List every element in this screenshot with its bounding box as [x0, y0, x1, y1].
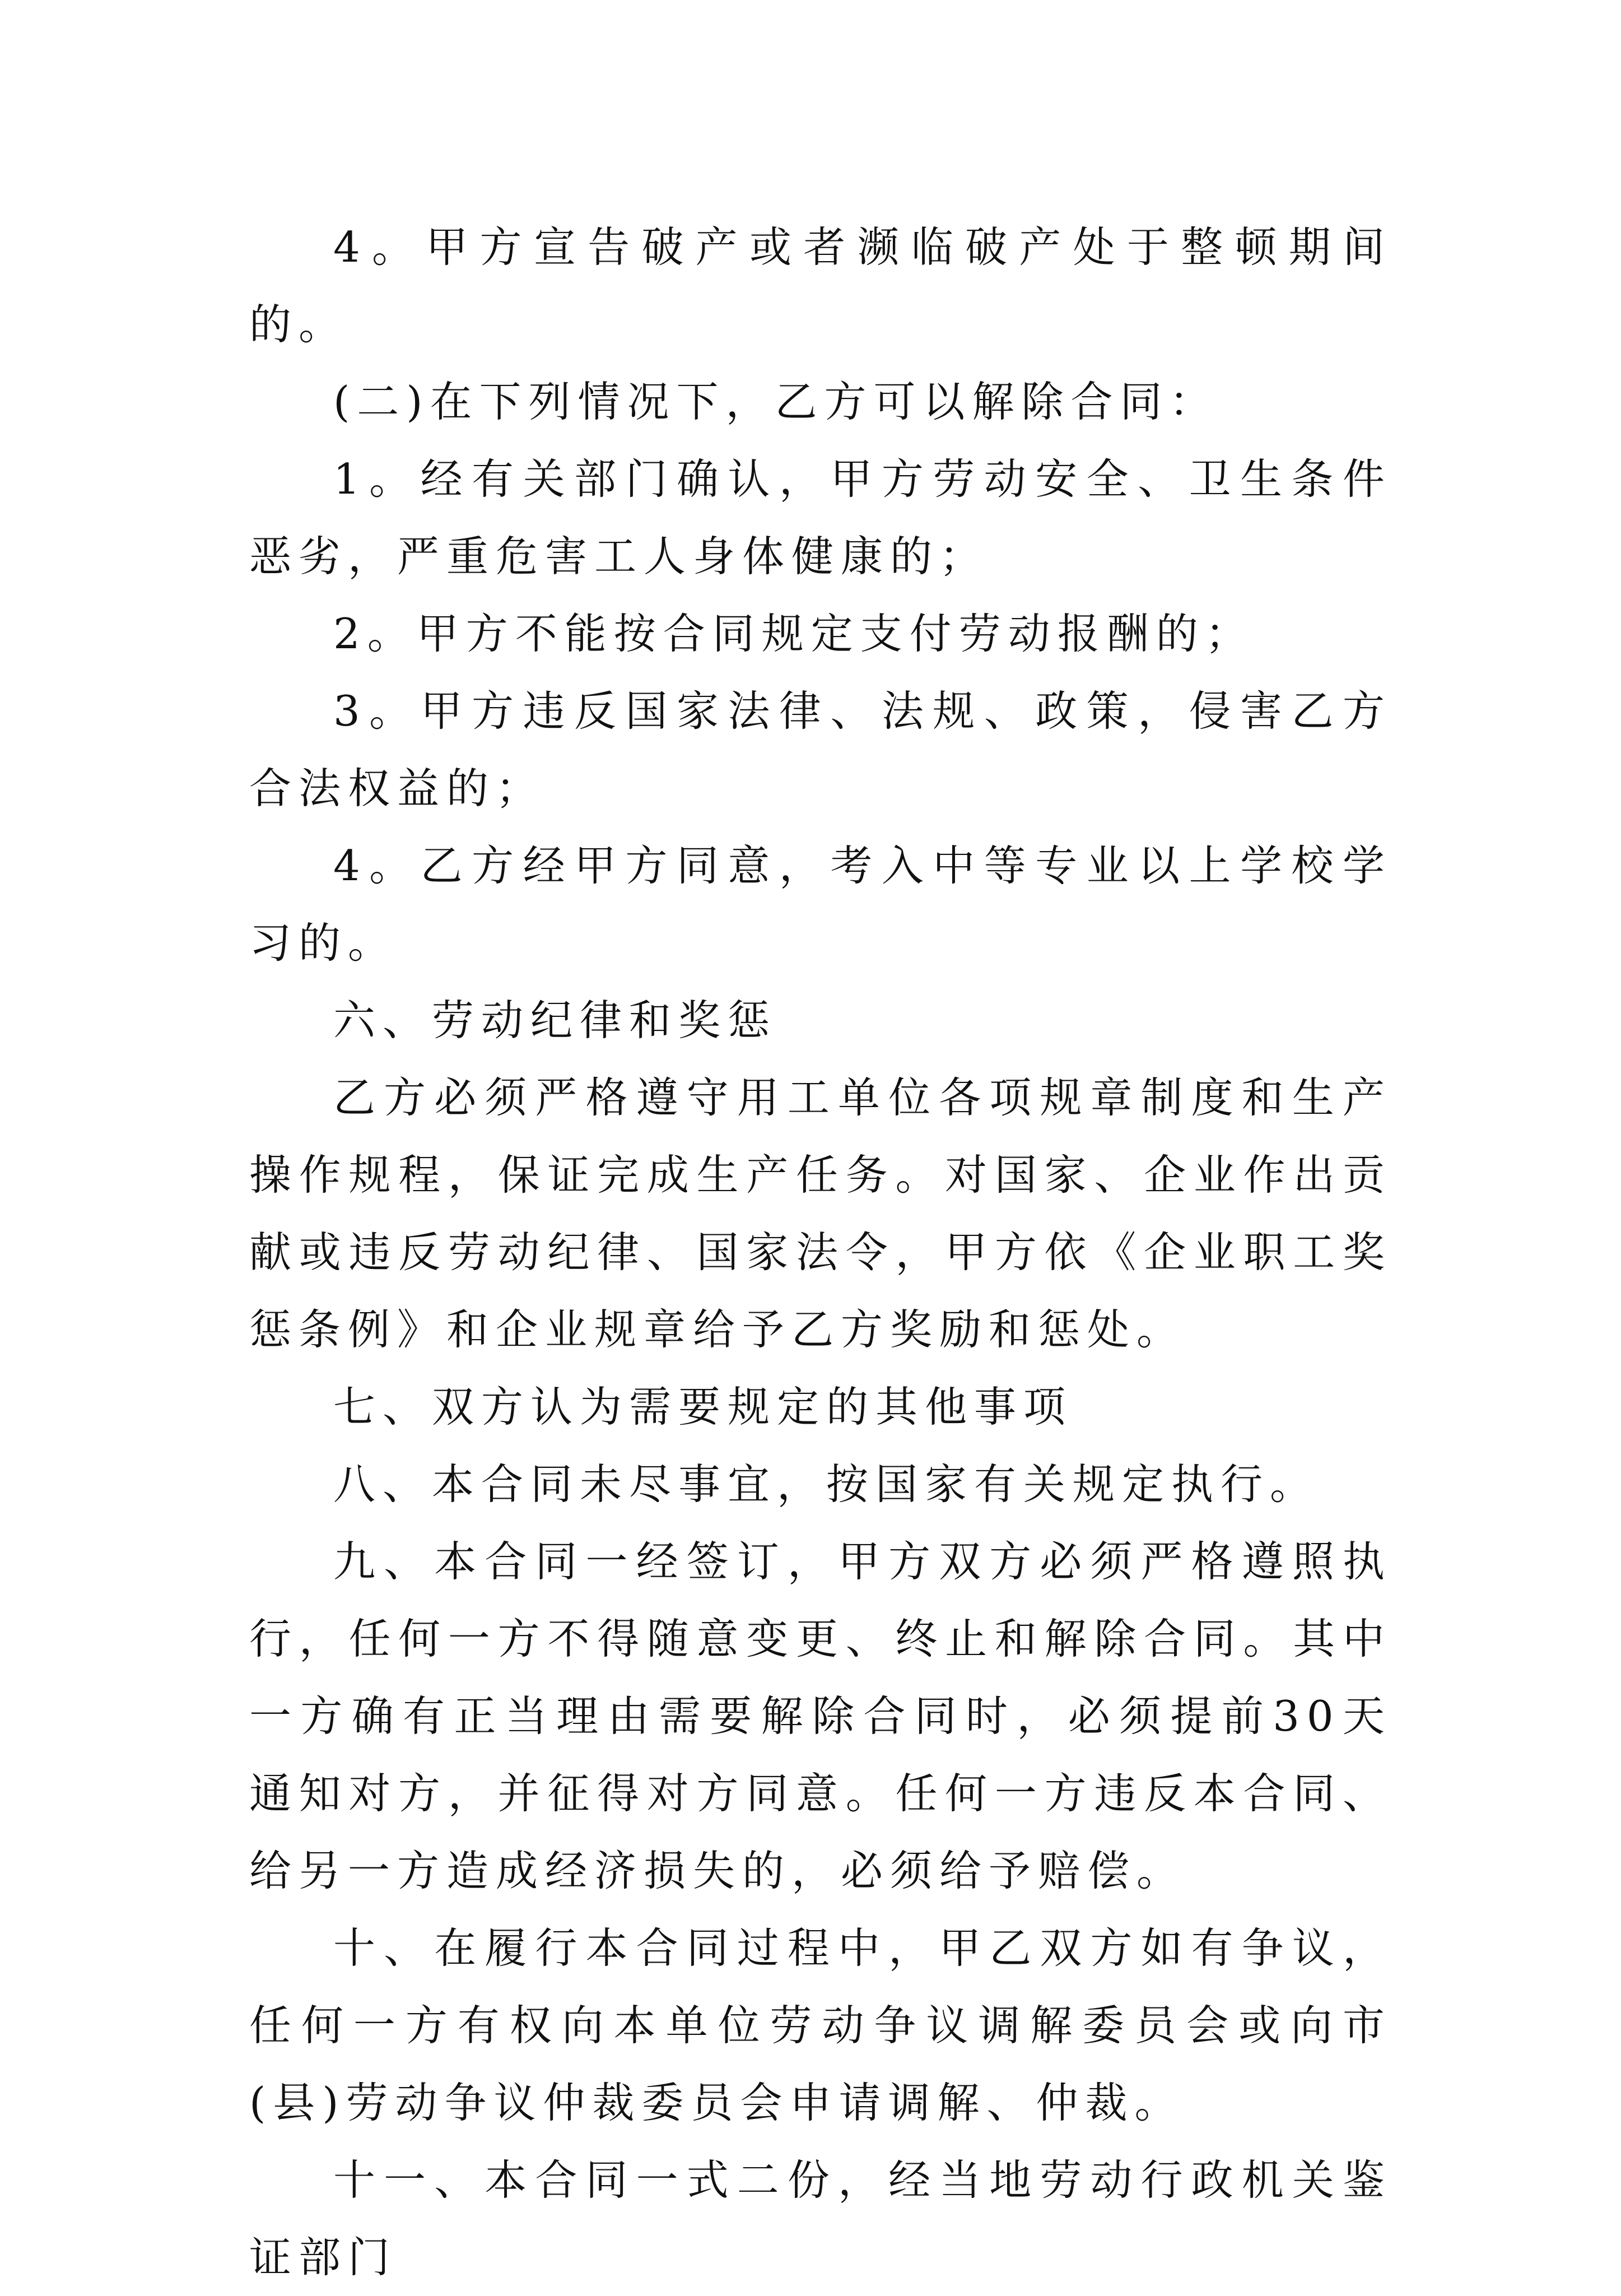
paragraph-bankruptcy-clause: 4。甲方宣告破产或者濒临破产处于整顿期间的。 — [249, 222, 1392, 349]
document-body — [249, 208, 1392, 2296]
paragraph-further-study-clause: 4。乙方经甲方同意，考入中等专业以上学校学习的。 — [249, 841, 1392, 968]
section-heading-discipline: 六、劳动纪律和奖惩 — [333, 996, 777, 1045]
paragraph-employee-termination-heading: (二)在下列情况下，乙方可以解除合同： — [333, 377, 1219, 426]
section-contract-binding: 九、本合同一经签订，甲方双方必须严格遵照执行，任何一方不得随意变更、终止和解除合同。其中一方确有正当理由需要解除合同时，必须提前30天通知对方，并征得对方同意。任何一方违反本合同、给另一方造成经济损失的，必须给予赔偿。 — [249, 1537, 1392, 1895]
paragraph-discipline-rules: 乙方必须严格遵守用工单位各项规章制度和生产操作规程，保证完成生产任务。对国家、企业作出贡献或违反劳动纪律、国家法令，甲方依《企业职工奖惩条例》和企业规章给予乙方奖励和惩处。 — [249, 1073, 1392, 1354]
paragraph-unpaid-wages-clause: 2。甲方不能按合同规定支付劳动报酬的； — [333, 609, 1255, 658]
section-unspecified-matters: 八、本合同未尽事宜，按国家有关规定执行。 — [333, 1460, 1320, 1509]
section-dispute-resolution: 十、在履行本合同过程中，甲乙双方如有争议，任何一方有权向本单位劳动争议调解委员会或向市(县)劳动争议仲裁委员会申请调解、仲裁。 — [249, 1923, 1392, 2127]
section-heading-other-matters: 七、双方认为需要规定的其他事项 — [333, 1382, 1073, 1431]
section-contract-copies: 十一、本合同一式二份，经当地劳动行政机关鉴证部门 — [249, 2155, 1392, 2282]
paragraph-unsafe-conditions-clause: 1。经有关部门确认，甲方劳动安全、卫生条件恶劣，严重危害工人身体健康的； — [249, 454, 1392, 581]
paragraph-law-violation-clause: 3。甲方违反国家法律、法规、政策，侵害乙方合法权益的； — [249, 686, 1392, 813]
